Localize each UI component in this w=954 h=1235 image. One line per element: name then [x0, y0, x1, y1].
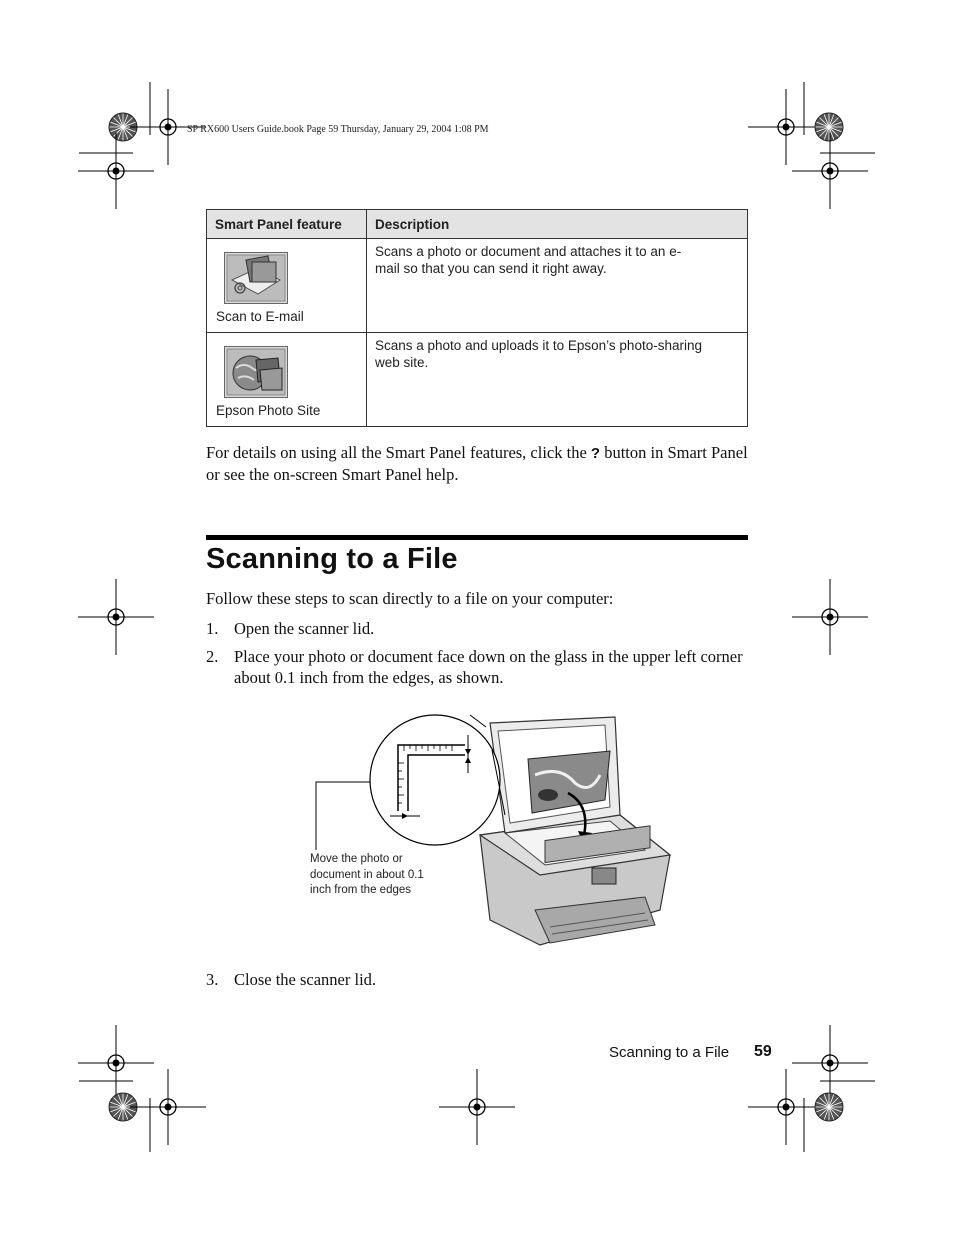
feature-cell — [207, 239, 367, 333]
feature-label: Epson Photo Site — [216, 403, 321, 418]
help-button-glyph: ? — [590, 445, 601, 462]
description-cell — [367, 333, 748, 427]
registration-starburst — [815, 1093, 843, 1121]
table-row — [207, 239, 748, 333]
feature-label: Scan to E-mail — [216, 309, 304, 324]
table-header-feature: Smart Panel feature — [207, 210, 367, 239]
registration-crosshair — [792, 133, 868, 209]
step-number: 2. — [206, 647, 219, 666]
details-text: For details on using all the Smart Panel features, click the — [206, 443, 591, 462]
registration-crosshair — [78, 579, 154, 655]
footer-section-name: Scanning to a File — [609, 1044, 730, 1061]
table-row — [207, 333, 748, 427]
details-paragraph — [206, 442, 751, 485]
description-text: Scans a photo and uploads it to Epson’s photo-sharing web site. — [375, 338, 702, 370]
step-number: 3. — [206, 970, 219, 989]
step-text: Place your photo or document face down on the glass in the upper left corner about 0.1 inch from the edges, as shown. — [234, 647, 743, 687]
description-cell — [367, 239, 748, 333]
smart-panel-feature-table — [206, 209, 748, 427]
scan-to-email-icon — [224, 252, 288, 304]
registration-crosshair — [130, 1069, 206, 1145]
print-header: SP RX600 Users Guide.book Page 59 Thursday, January 29, 2004 1:08 PM — [187, 124, 489, 135]
epson-photo-site-icon — [224, 346, 288, 398]
registration-starburst — [815, 113, 843, 141]
feature-cell — [207, 333, 367, 427]
step-text: Open the scanner lid. — [234, 619, 375, 638]
table-header-description: Description — [367, 210, 748, 239]
registration-crosshair — [439, 1069, 515, 1145]
details-text: button in Smart Panel or see the on-screen Smart Panel help. — [206, 443, 748, 484]
step-number: 1. — [206, 619, 219, 638]
registration-crosshair — [792, 1025, 868, 1101]
registration-crosshair — [748, 89, 824, 165]
registration-crosshair — [78, 133, 154, 209]
scanner-placement-illustration — [300, 705, 680, 955]
footer-page-number: 59 — [754, 1043, 772, 1060]
illustration-caption: Move the photo or document in about 0.1 inch from the edges — [310, 853, 424, 896]
registration-crosshair — [78, 1025, 154, 1101]
section-rule — [206, 535, 748, 540]
description-text: Scans a photo or document and attaches it to an e-mail so that you can send it right away. — [375, 244, 682, 276]
registration-crosshair — [748, 1069, 824, 1145]
table-header-row — [207, 210, 748, 239]
section-title: Scanning to a File — [206, 543, 458, 575]
section-intro: Follow these steps to scan directly to a file on your computer: — [206, 589, 614, 608]
registration-crosshair — [792, 579, 868, 655]
step-text: Close the scanner lid. — [234, 970, 377, 989]
